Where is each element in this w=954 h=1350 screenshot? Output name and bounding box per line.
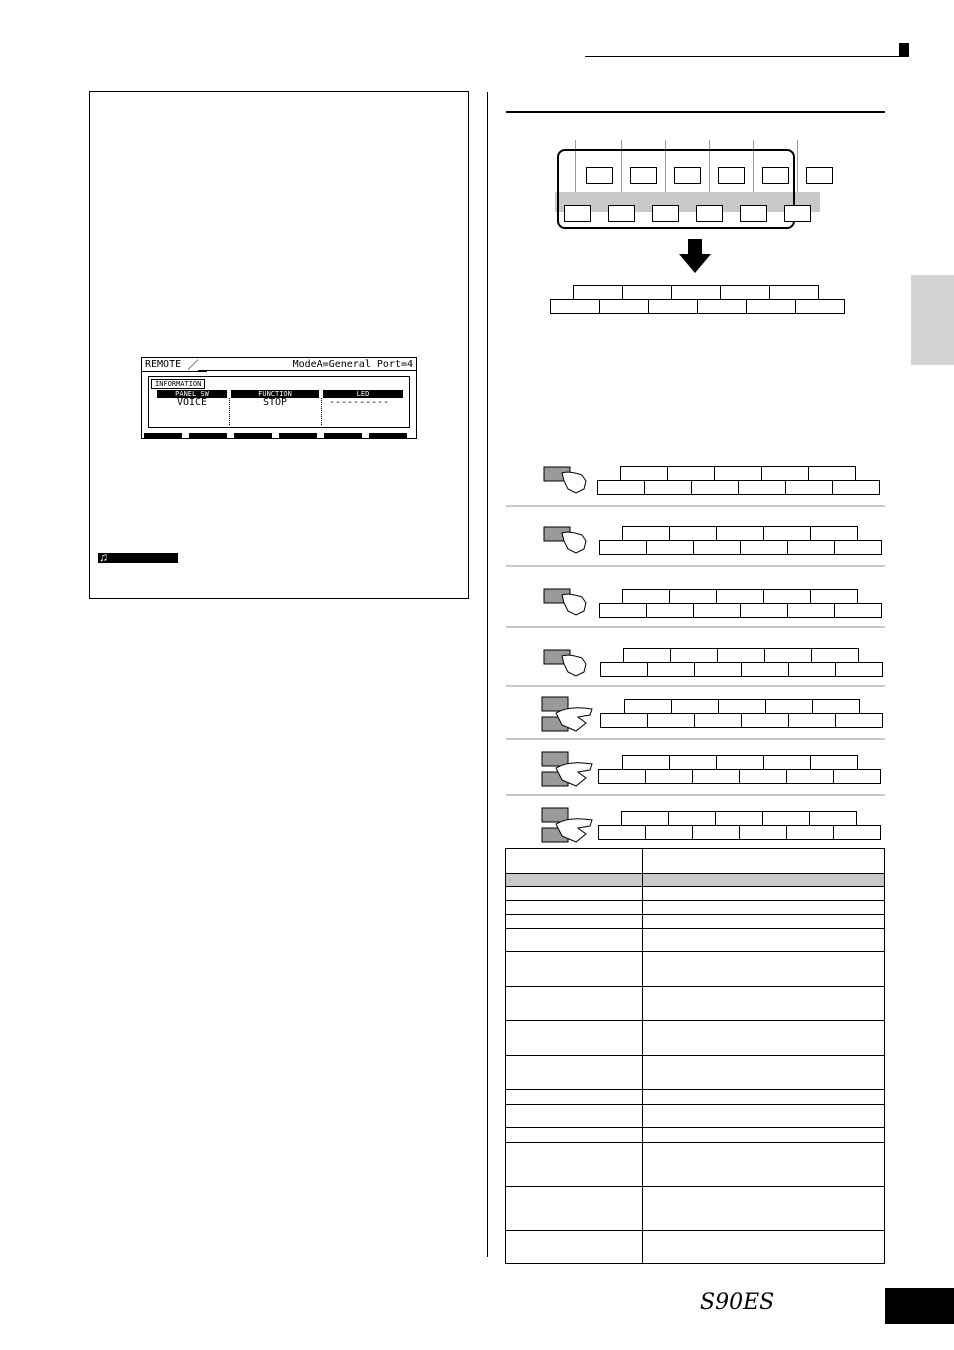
- lcd-value-panel-sw: VOICE: [176, 397, 208, 408]
- tab-cell-lower: [788, 662, 836, 677]
- function-table: [505, 848, 885, 1264]
- tab-cell-upper: [769, 285, 819, 300]
- page-number-box: [885, 1288, 954, 1324]
- note-icon: ♫: [98, 553, 178, 563]
- panel-button-upper: [630, 167, 657, 184]
- panel-button-lower: [608, 205, 635, 222]
- tab-cell-upper: [671, 699, 719, 714]
- press-button-icon: [542, 463, 592, 495]
- lcd-title: REMOTE: [142, 358, 207, 372]
- tab-cell-lower: [787, 603, 835, 618]
- tab-cell-lower: [834, 603, 882, 618]
- section-separator: [506, 626, 885, 628]
- table-row: [506, 1020, 884, 1021]
- lcd-value-led: ----------: [329, 397, 390, 408]
- lcd-col-sep: [229, 398, 230, 425]
- tab-cell-upper: [670, 648, 718, 663]
- lcd-col-sep: [321, 398, 322, 425]
- tab-cell-lower: [693, 540, 741, 555]
- panel-button-upper: [762, 167, 789, 184]
- panel-button-upper: [586, 167, 613, 184]
- tab-cell-lower: [787, 540, 835, 555]
- tab-cell-upper: [622, 526, 670, 541]
- tab-cell-lower: [645, 825, 693, 840]
- press-button-icon: [542, 523, 592, 555]
- tab-cell-lower: [786, 825, 834, 840]
- tab-cell-lower: [597, 480, 645, 495]
- table-row: [506, 914, 884, 915]
- panel-button-upper: [806, 167, 833, 184]
- tab-cell-lower: [785, 480, 833, 495]
- tab-cell-upper: [715, 811, 763, 826]
- tab-cell-upper: [667, 466, 715, 481]
- tab-cell-upper: [718, 699, 766, 714]
- tab-cell-upper: [623, 648, 671, 663]
- tab-cell-lower: [835, 662, 883, 677]
- table-row: [506, 1055, 884, 1056]
- tab-cell-lower: [644, 480, 692, 495]
- column-rule: [506, 111, 885, 113]
- tab-cell-lower: [697, 299, 747, 314]
- tab-cell-lower: [600, 713, 648, 728]
- tab-cell-lower: [691, 480, 739, 495]
- tab-cell-upper: [622, 755, 670, 770]
- press-button-icon: [542, 646, 592, 678]
- down-arrow-icon: [679, 239, 711, 273]
- tab-cell-lower: [746, 299, 796, 314]
- header-rule: [585, 56, 903, 57]
- tab-cell-lower: [740, 540, 788, 555]
- tab-cell-lower: [738, 480, 786, 495]
- tab-cell-lower: [648, 299, 698, 314]
- tab-cell-lower: [647, 713, 695, 728]
- lcd-info-panel: [148, 376, 410, 428]
- tab-cell-upper: [669, 755, 717, 770]
- tab-cell-upper: [669, 589, 717, 604]
- table-row: [506, 1230, 884, 1231]
- tab-cell-upper: [812, 699, 860, 714]
- panel-button-lower: [696, 205, 723, 222]
- tab-cell-lower: [741, 713, 789, 728]
- tab-cell-lower: [694, 713, 742, 728]
- press-button-icon: [542, 585, 592, 617]
- tab-cell-lower: [833, 769, 881, 784]
- tab-cell-lower: [834, 540, 882, 555]
- section-separator: [506, 565, 885, 567]
- tab-cell-upper: [808, 466, 856, 481]
- tab-cell-lower: [598, 769, 646, 784]
- table-row: [506, 1127, 884, 1128]
- column-divider: [487, 92, 488, 1257]
- lcd-function-tabs: [144, 433, 414, 438]
- section-separator: [506, 738, 885, 740]
- panel-button-lower: [740, 205, 767, 222]
- table-row: [506, 951, 884, 952]
- press-two-buttons-icon: [540, 750, 595, 790]
- tab-cell-upper: [720, 285, 770, 300]
- tab-cell-upper: [621, 811, 669, 826]
- tab-cell-lower: [692, 769, 740, 784]
- tab-cell-upper: [810, 526, 858, 541]
- tab-cell-lower: [786, 769, 834, 784]
- panel-button-upper: [674, 167, 701, 184]
- table-row: [506, 1142, 884, 1143]
- table-row: [506, 886, 884, 887]
- tab-cell-upper: [573, 285, 623, 300]
- header-marker: [899, 43, 909, 57]
- press-two-buttons-icon: [540, 806, 595, 846]
- tab-cell-upper: [762, 811, 810, 826]
- tab-cell-upper: [622, 285, 672, 300]
- tab-cell-upper: [620, 466, 668, 481]
- tab-cell-lower: [600, 662, 648, 677]
- tab-cell-lower: [647, 662, 695, 677]
- tab-cell-lower: [739, 769, 787, 784]
- section-separator: [506, 505, 885, 507]
- product-logo: S90ES: [700, 1290, 775, 1315]
- tab-cell-upper: [811, 648, 859, 663]
- tab-cell-upper: [809, 811, 857, 826]
- tab-cell-upper: [764, 648, 812, 663]
- press-two-buttons-icon: [540, 695, 595, 735]
- tab-cell-lower: [833, 825, 881, 840]
- tab-cell-lower: [646, 540, 694, 555]
- lcd-mode-readout: ModeA=General Port=4: [292, 359, 413, 370]
- tab-cell-lower: [550, 299, 600, 314]
- tab-cell-upper: [716, 526, 764, 541]
- tab-cell-upper: [763, 589, 811, 604]
- tab-cell-upper: [671, 285, 721, 300]
- lcd-header-function: FUNCTION: [231, 390, 319, 398]
- lcd-screen: [141, 357, 417, 439]
- tab-cell-lower: [598, 825, 646, 840]
- lcd-info-tab: INFORMATION: [151, 379, 205, 389]
- tab-cell-upper: [810, 589, 858, 604]
- lcd-rule: [198, 370, 416, 371]
- lcd-tab-edge: [188, 358, 198, 371]
- table-column-divider: [642, 849, 643, 1263]
- table-row: [506, 986, 884, 987]
- table-row: [506, 1104, 884, 1105]
- table-row: [506, 1089, 884, 1090]
- table-row: [506, 928, 884, 929]
- tab-cell-lower: [694, 662, 742, 677]
- chapter-tab: [911, 275, 954, 365]
- tab-cell-lower: [646, 603, 694, 618]
- table-row: [506, 873, 884, 874]
- lcd-header-led: LED: [323, 390, 403, 398]
- tab-cell-lower: [832, 480, 880, 495]
- tab-cell-lower: [741, 662, 789, 677]
- tab-cell-upper: [668, 811, 716, 826]
- table-row: [506, 900, 884, 901]
- panel-button-lower: [784, 205, 811, 222]
- tab-cell-upper: [624, 699, 672, 714]
- tab-cell-upper: [714, 466, 762, 481]
- tab-cell-lower: [599, 299, 649, 314]
- tab-cell-upper: [765, 699, 813, 714]
- lcd-value-function: STOP: [262, 397, 288, 408]
- lcd-header-panel-sw: PANEL SW: [157, 390, 227, 398]
- tab-cell-upper: [716, 755, 764, 770]
- tab-cell-lower: [740, 603, 788, 618]
- leader-line: [797, 140, 798, 192]
- tab-cell-lower: [645, 769, 693, 784]
- tab-cell-upper: [810, 755, 858, 770]
- section-separator: [506, 685, 885, 687]
- panel-button-lower: [564, 205, 591, 222]
- tab-cell-lower: [788, 713, 836, 728]
- tab-cell-upper: [761, 466, 809, 481]
- info-box: [89, 91, 469, 599]
- tab-cell-upper: [763, 755, 811, 770]
- tab-cell-upper: [763, 526, 811, 541]
- tab-cell-lower: [599, 603, 647, 618]
- tab-cell-lower: [739, 825, 787, 840]
- tab-cell-lower: [795, 299, 845, 314]
- tab-cell-upper: [717, 648, 765, 663]
- tab-cell-lower: [692, 825, 740, 840]
- tab-cell-upper: [669, 526, 717, 541]
- panel-button-upper: [718, 167, 745, 184]
- table-row: [506, 1186, 884, 1187]
- section-separator: [506, 794, 885, 796]
- tab-cell-upper: [622, 589, 670, 604]
- panel-button-lower: [652, 205, 679, 222]
- tab-cell-lower: [599, 540, 647, 555]
- tab-cell-lower: [693, 603, 741, 618]
- table-section-row: [506, 873, 884, 887]
- tab-cell-lower: [835, 713, 883, 728]
- tab-cell-upper: [716, 589, 764, 604]
